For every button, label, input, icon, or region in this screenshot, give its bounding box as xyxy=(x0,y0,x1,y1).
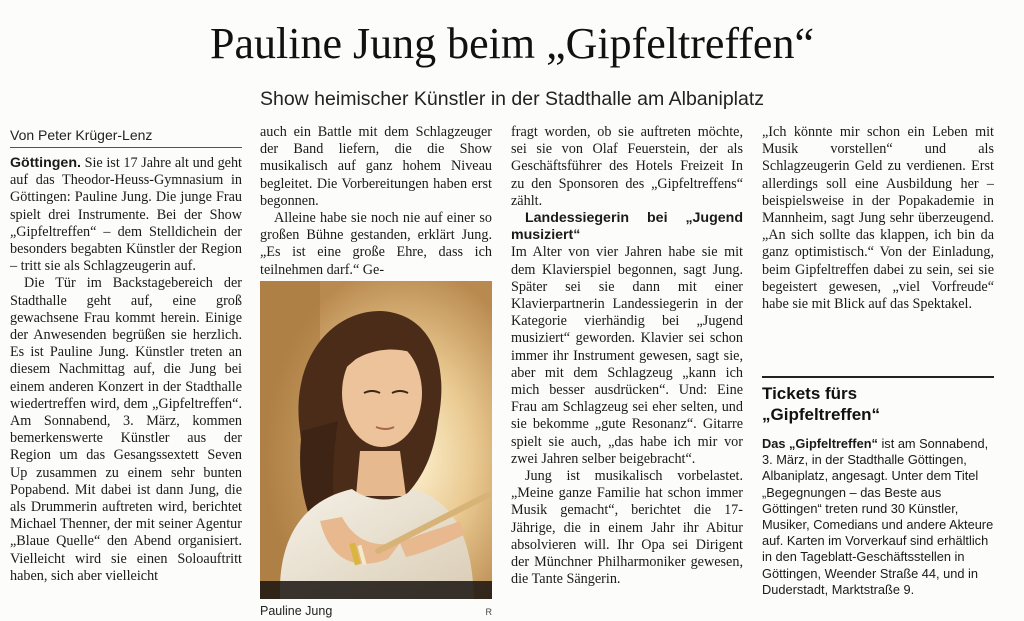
article-column-3 xyxy=(511,124,743,621)
infobox-title xyxy=(762,383,994,425)
subheading: Landessiegerin bei „Jugend musiziert“ xyxy=(511,210,743,244)
infobox-lead: Das „Gipfeltreffen“ xyxy=(762,436,878,451)
infobox-text xyxy=(762,436,994,621)
paragraph: „Ich könnte mir schon ein Leben mit Musik vorstellen“ und als Schlagzeugerin Geld zu verdienen. Erst allerdings soll eine Ausbildung her – beispielsweise in der Popakademie in Mannheim, sagt Jung sehr überzeugend. „An sich sollte das klappen, ich bin da ganz optimistisch.“ Von der Einladung, beim Gipfeltreffen dabei zu sein, sei sie begeistert gewesen, „viel Vorfreude“ habe sie mit Blick auf das Spektakel. xyxy=(762,124,994,313)
paragraph: auch ein Battle mit dem Schlagzeuger der Band liefern, die die Show musikalisch auf ganz hohem Niveau begleitet. Die Vorbereitungen haben erst begonnen. xyxy=(260,124,492,209)
article-column-4 xyxy=(762,124,994,344)
photo-image xyxy=(260,281,492,599)
photo-caption xyxy=(260,603,492,621)
paragraph: Alleine habe sie noch nie auf einer so großen Bühne gestanden, erklärt Jung. „Es ist eine große Ehre, dass ich teilnehmen darf.“ Ge- xyxy=(260,210,492,278)
photo-pauline-jung xyxy=(260,281,492,599)
infobox-body: ist am Sonnabend, 3. März, in der Stadthalle Göttingen, Albaniplatz, angesagt. Unter dem Titel „Begegnungen – das Beste aus Göttingen“ treten rund 30 Künstler, Musiker, Comedians und andere Akteure auf. Karten im Vorverkauf sind erhältlich in den Tageblatt-Geschäftsstellen in Göttingen, Weender Straße 44, und in Duderstadt, Marktstraße 9. xyxy=(762,436,994,597)
subheadline: Show heimischer Künstler in der Stadthalle am Albaniplatz xyxy=(259,88,765,110)
paragraph: Jung ist musikalisch vorbelastet. „Meine ganze Familie hat schon immer Musik gemacht“, berichtet die 17-Jährige, die in einem Jahr ihr Abitur absolvieren will. Ihr Opa sei Dirigent der Münchner Philharmoniker gewesen, die Tante Sängerin. xyxy=(511,468,743,588)
photo-credit: R xyxy=(485,607,492,617)
lead-paragraph xyxy=(10,155,242,275)
infobox-title-line-1: Tickets fürs xyxy=(762,384,858,403)
infobox-rule xyxy=(762,376,994,378)
lead-text: Sie ist 17 Jahre alt und geht auf das Theodor-Heuss-Gymnasium in Göttingen: Pauline Jung. Die junge Frau spielt drei Instrumente. Bei der Show „Gipfeltreffen“ – dem Stelldichein der besonders begabten Künstler der Region – tritt sie als Schlagzeugerin auf. xyxy=(10,155,242,275)
dateline: Göttingen. xyxy=(10,155,81,171)
article-column-2 xyxy=(260,124,492,280)
paragraph: Im Alter von vier Jahren habe sie mit dem Klavierspiel begonnen, sagt Jung. Später sei sie dann mit einer Klavierpartnerin Landessiegerin in der Kategorie vierhändig bei „Jugend musiziert“ geworden. Klavier sei schon immer ihr Instrument gewesen, sagt sie, aber mit dem Schlagzeug „kann ich mich besser ausdrücken“. Und: Eine Frau am Schlagzeug sei eher selten, und sie bekomme „gute Resonanz“. Gitarre spielt sie auch, „das habe ich mir vor zwei Jahren selber beigebracht“. xyxy=(511,244,743,467)
infobox-title-line-2: „Gipfeltreffen“ xyxy=(762,405,881,424)
paragraph: fragt worden, ob sie auftreten möchte, sei sie von Olaf Feuerstein, der als Geschäftsführer des Hotels Freizeit In zu den Sponsoren des „Gipfeltreffens“ zählt. xyxy=(511,124,743,209)
paragraph: Die Tür im Backstagebereich der Stadthalle geht auf, eine groß gewachsene Frau kommt herein. Einige der Anwesenden begrüßen sie herzlich. Es ist Pauline Jung. Künstler treten an diesem Nachmittag auf, die Jung bei einem anderen Konzert in der Stadthalle wiedertreffen wird, dem „Gipfeltreffen“. Am Sonnabend, 3. März, kommen bemerkenswerte Künstler aus der Region um das Gesangssextett Seven Up zusammen zu einem sehr bunten Popabend. Mit dabei ist dann Jung, die als Drummerin auftreten wird, berichtet Michael Thenner, der mit seiner Agentur „Blaue Quelle“ den Abend organisiert. Vielleicht wird sie einen Soloauftritt haben, sich aber vielleicht xyxy=(10,275,242,584)
article-column-1 xyxy=(10,155,242,621)
headline: Pauline Jung beim „Gipfeltreffen“ xyxy=(210,19,814,68)
caption-text: Pauline Jung xyxy=(260,604,333,618)
byline: Von Peter Krüger-Lenz xyxy=(10,126,242,148)
